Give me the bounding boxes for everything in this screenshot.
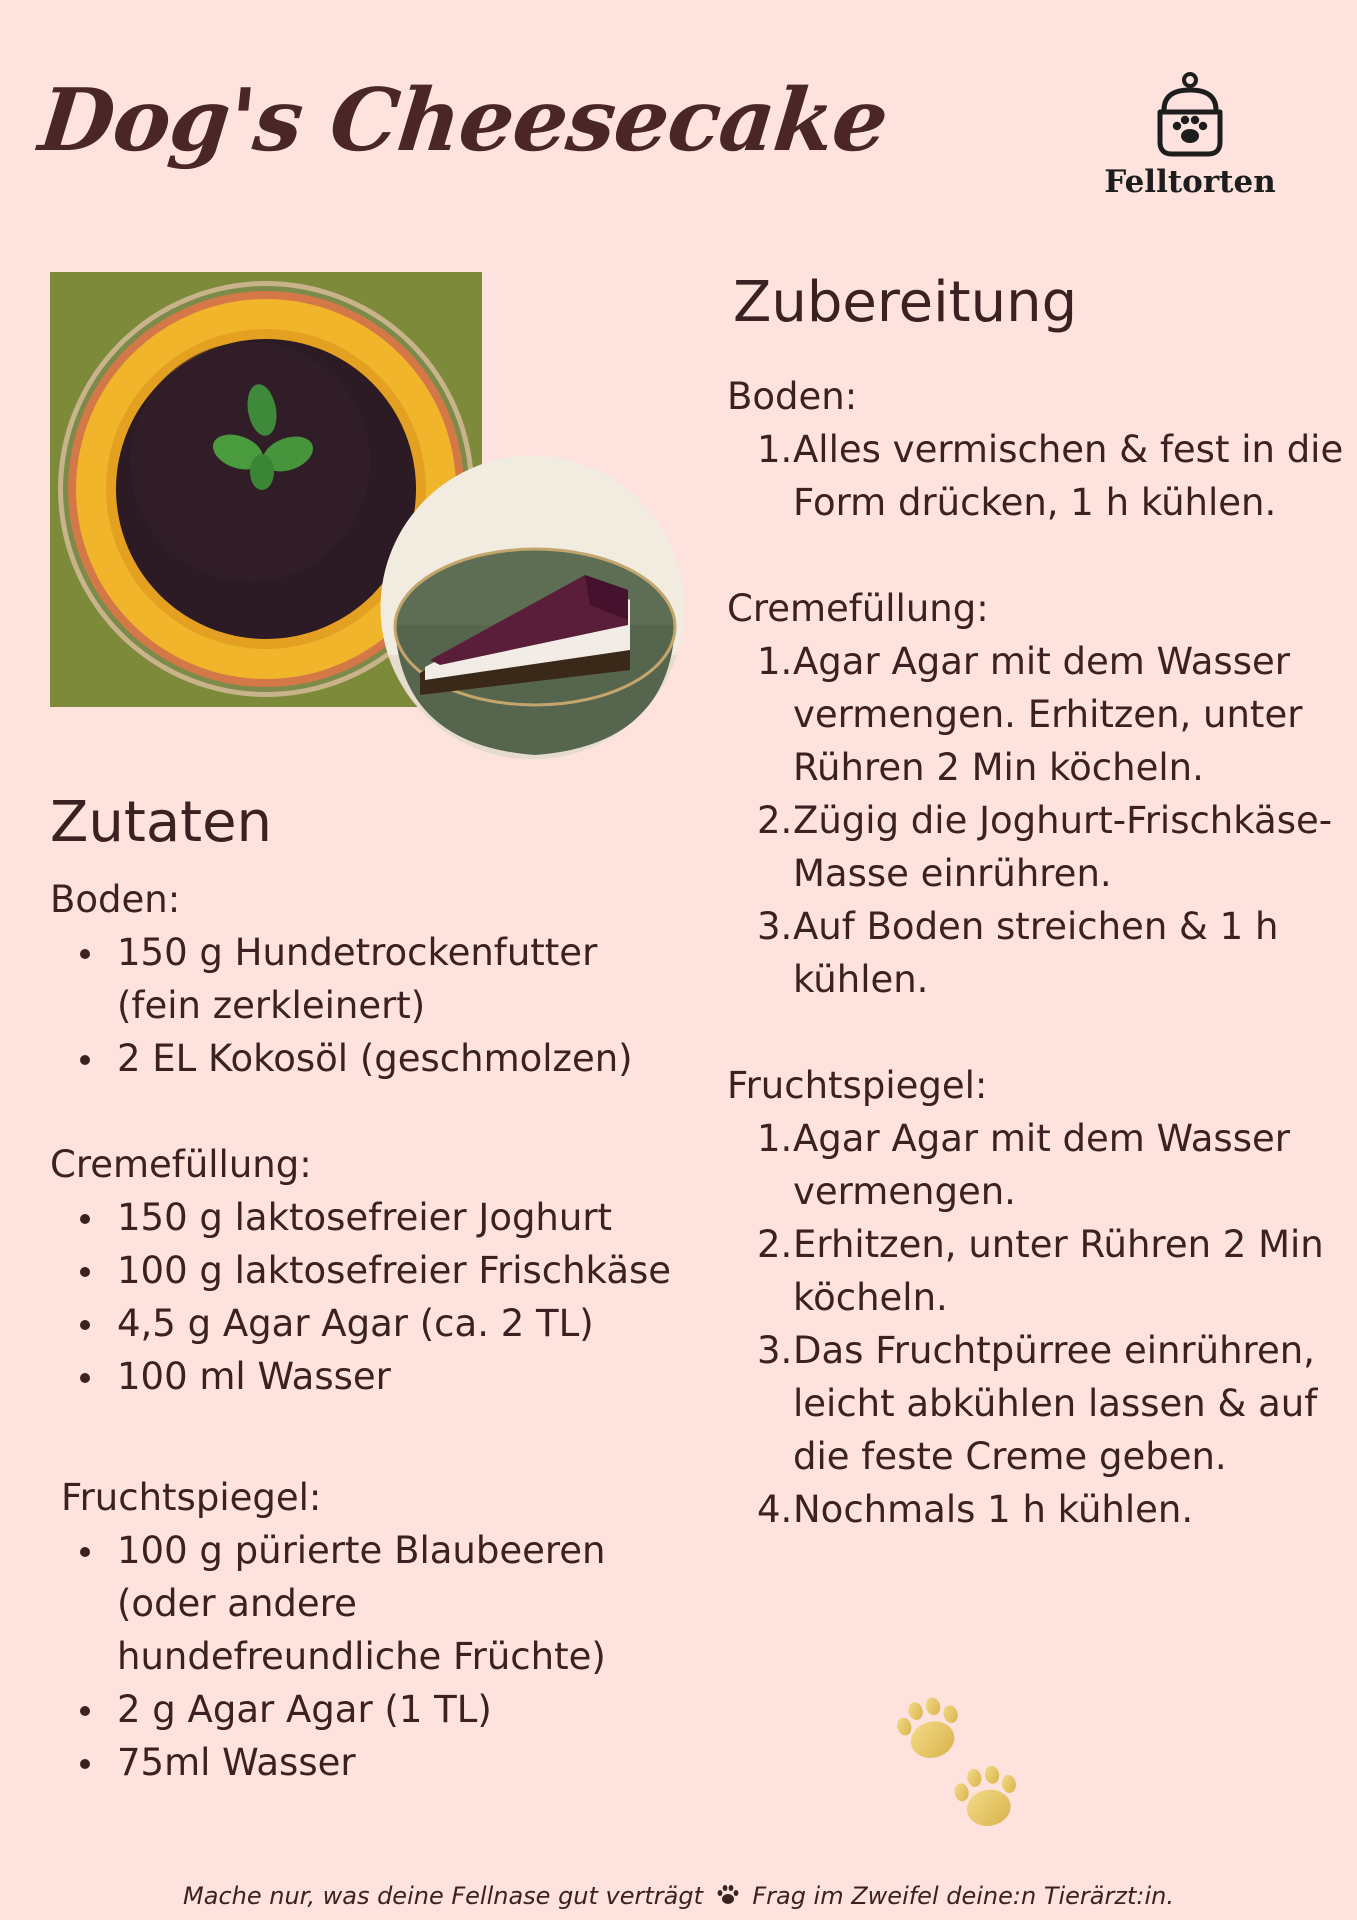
cake-paw-icon	[1150, 70, 1230, 162]
step-item: 3. Auf Boden streichen & 1 h kühlen.	[757, 905, 1279, 1001]
step-item: 1. Agar Agar mit dem Wasser vermengen. Erhitzen, unter Rühren 2 Min köcheln.	[757, 640, 1303, 789]
list-item: 150 g Hundetrockenfutter (fein zerkleinert)	[50, 926, 690, 1032]
list-item: 100 g pürierte Blaubeeren (oder andere hundefreundliche Früchte)	[50, 1524, 690, 1683]
brand-logo	[1100, 70, 1280, 220]
paw-icon	[715, 1883, 741, 1907]
ingredients-list	[50, 873, 690, 1789]
step-item: 3. Das Fruchtpürree einrühren, leicht abkühlen lassen & auf die feste Creme geben.	[757, 1329, 1318, 1478]
list-item: 150 g laktosefreier Joghurt	[50, 1191, 690, 1244]
cheesecake-slice-photo	[380, 455, 685, 760]
list-item: 2 EL Kokosöl (geschmolzen)	[50, 1032, 690, 1085]
step-item: 2. Erhitzen, unter Rühren 2 Min köcheln.	[757, 1223, 1324, 1319]
paw-prints-icon	[885, 1680, 1035, 1840]
list-item: 2 g Agar Agar (1 TL)	[50, 1683, 690, 1736]
step-item: 2. Zügig die Joghurt-Frischkäse-Masse einrühren.	[757, 799, 1333, 895]
list-item: 4,5 g Agar Agar (ca. 2 TL)	[50, 1297, 690, 1350]
group-label: Boden:	[50, 878, 181, 921]
preparation-steps	[727, 370, 1347, 1536]
group-label: Cremefüllung:	[727, 587, 989, 630]
footer-note: Mache nur, was deine Fellnase gut verträgt Frag im Zweifel deine:n Tierärzt:in.	[183, 1882, 1174, 1910]
list-item: 100 g laktosefreier Frischkäse	[50, 1244, 690, 1297]
step-item: 1. Agar Agar mit dem Wasser vermengen.	[757, 1117, 1290, 1213]
group-label: Fruchtspiegel:	[727, 1064, 988, 1107]
step-item: 4. Nochmals 1 h kühlen.	[757, 1488, 1194, 1531]
list-item: 75ml Wasser	[50, 1736, 690, 1789]
recipe-title: Dog's Cheesecake	[34, 70, 892, 171]
step-item: 1. Alles vermischen & fest in die Form drücken, 1 h kühlen.	[757, 428, 1344, 524]
preparation-heading: Zubereitung	[733, 270, 1078, 335]
group-label: Cremefüllung:	[50, 1143, 312, 1186]
ingredients-heading: Zutaten	[50, 790, 273, 855]
brand-name: Felltorten	[1104, 164, 1276, 200]
group-label: Fruchtspiegel:	[61, 1476, 322, 1519]
list-item: 100 ml Wasser	[50, 1350, 690, 1403]
group-label: Boden:	[727, 375, 858, 418]
